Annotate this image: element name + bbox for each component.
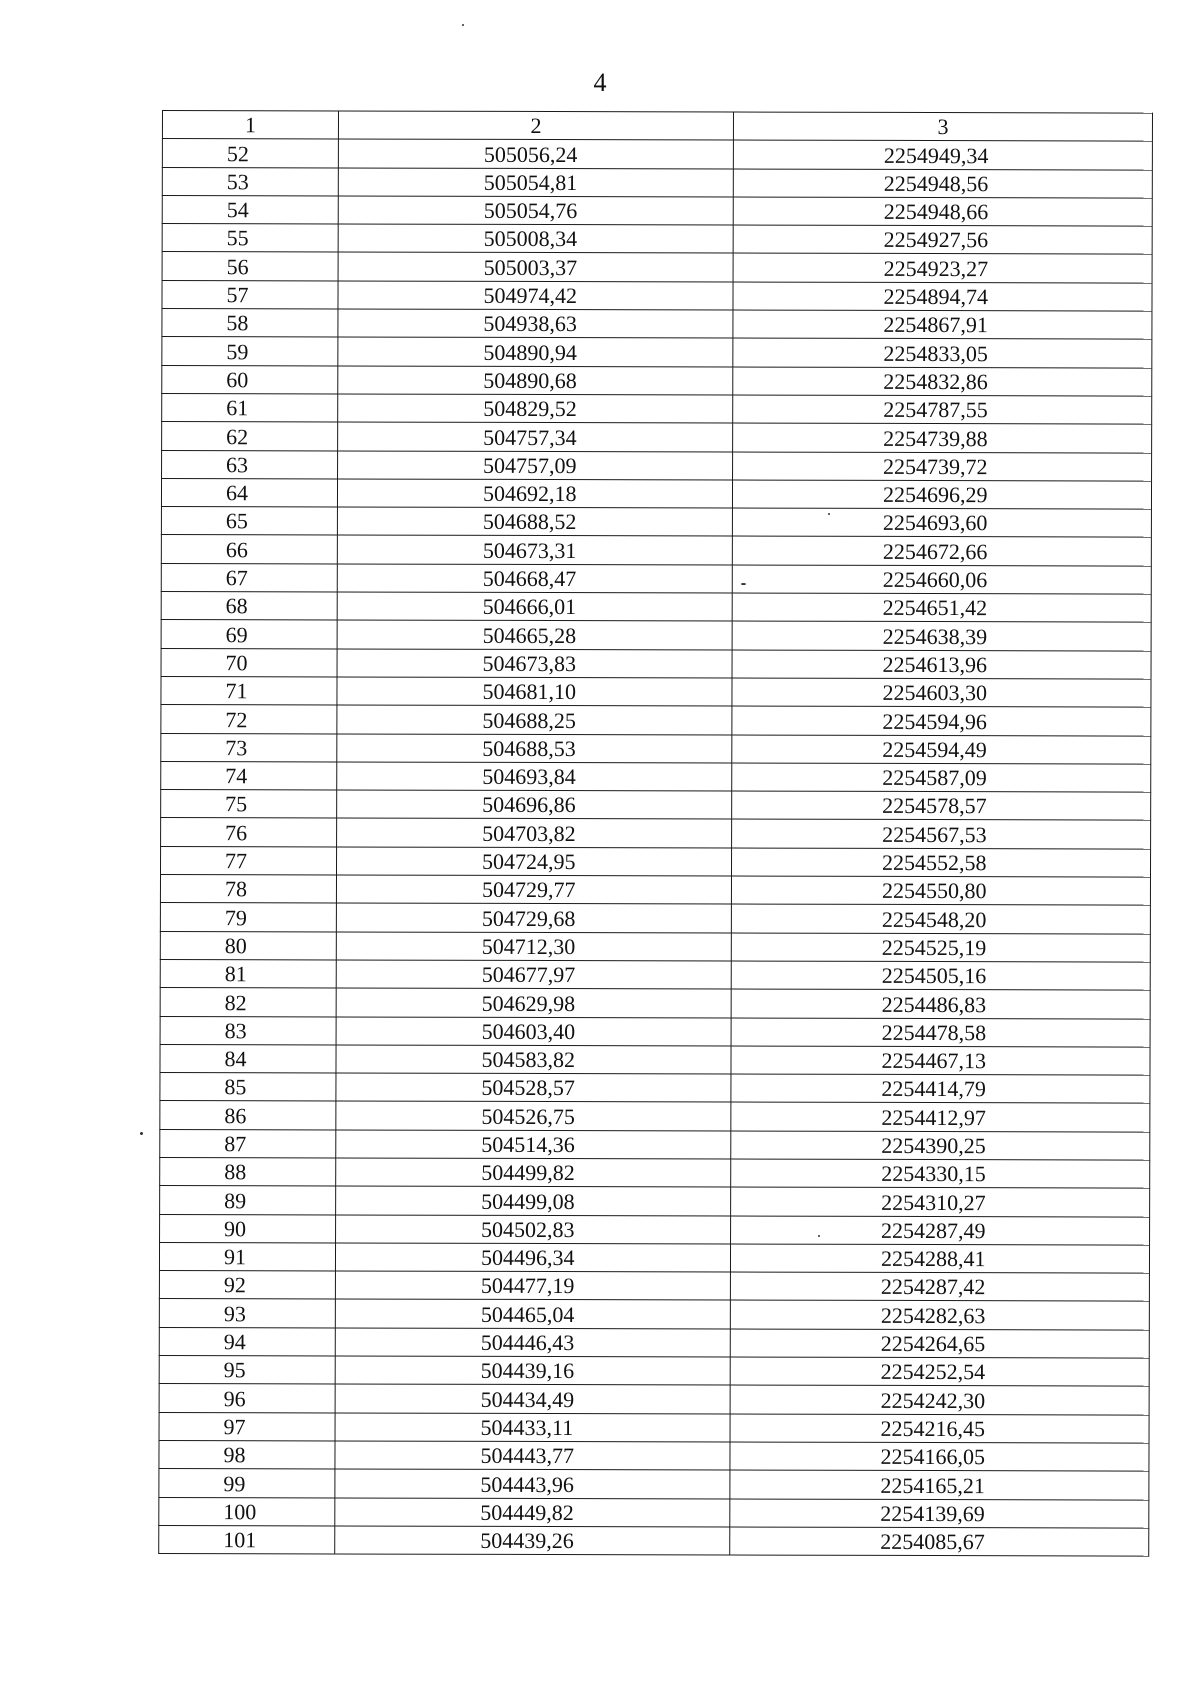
y-coordinate-cell: 2254949,34	[733, 140, 1152, 169]
point-number-cell: 58	[162, 309, 338, 338]
y-coordinate-cell: 2254638,39	[732, 621, 1151, 650]
point-number-cell: 61	[162, 393, 338, 422]
y-coordinate-cell: 2254467,13	[731, 1046, 1150, 1075]
point-number-cell: 76	[161, 818, 337, 847]
table-row	[160, 1157, 1150, 1188]
y-coordinate-cell: 2254548,20	[731, 904, 1150, 933]
point-number-cell: 64	[161, 478, 337, 507]
point-number-cell: 89	[160, 1186, 336, 1215]
table-row	[159, 1271, 1149, 1302]
table-row	[159, 1525, 1149, 1556]
table-row	[161, 648, 1151, 679]
scan-speck	[741, 583, 746, 585]
table-row	[161, 563, 1151, 594]
x-coordinate-cell: 504528,57	[336, 1073, 731, 1102]
table-row	[161, 535, 1151, 566]
x-coordinate-cell: 504681,10	[337, 677, 732, 706]
point-number-cell: 72	[161, 705, 337, 734]
table-row	[161, 478, 1151, 509]
point-number-cell: 71	[161, 676, 337, 705]
y-coordinate-cell: 2254739,88	[733, 423, 1152, 452]
point-number-cell: 63	[162, 450, 338, 479]
x-coordinate-cell: 504757,34	[338, 422, 733, 451]
x-coordinate-cell: 504829,52	[338, 394, 733, 423]
page-number: 4	[593, 68, 607, 97]
table-row	[159, 1440, 1149, 1471]
table-row	[162, 252, 1152, 283]
table-row	[160, 846, 1150, 877]
y-coordinate-cell: 2254166,05	[730, 1442, 1149, 1471]
y-coordinate-cell: 2254478,58	[731, 1017, 1150, 1046]
point-number-cell: 95	[159, 1356, 335, 1385]
y-coordinate-cell: 2254867,91	[733, 310, 1152, 339]
x-coordinate-cell: 504693,84	[337, 762, 732, 791]
point-number-cell: 59	[162, 337, 338, 366]
x-coordinate-cell: 504673,31	[337, 535, 732, 564]
x-coordinate-cell: 504974,42	[338, 281, 733, 310]
x-coordinate-cell: 504514,36	[336, 1130, 731, 1159]
point-number-cell: 73	[161, 733, 337, 762]
table-row	[159, 1469, 1149, 1500]
y-coordinate-cell: 2254139,69	[730, 1499, 1149, 1528]
x-coordinate-cell: 504677,97	[336, 960, 731, 989]
y-coordinate-cell: 2254948,66	[733, 197, 1152, 226]
x-coordinate-cell: 504665,28	[337, 620, 732, 649]
x-coordinate-cell: 504477,19	[335, 1271, 730, 1300]
point-number-cell: 99	[159, 1469, 335, 1498]
x-coordinate-cell: 504499,82	[336, 1158, 731, 1187]
y-coordinate-cell: 2254252,54	[730, 1357, 1149, 1386]
y-coordinate-cell: 2254832,86	[733, 367, 1152, 396]
y-coordinate-cell: 2254390,25	[731, 1131, 1150, 1160]
y-coordinate-cell: 2254594,96	[732, 706, 1151, 735]
x-coordinate-cell: 504688,53	[337, 733, 732, 762]
table-row	[162, 139, 1152, 170]
y-coordinate-cell: 2254550,80	[731, 876, 1150, 905]
table-row	[162, 422, 1152, 453]
table-row	[160, 1073, 1150, 1104]
table-row	[162, 280, 1152, 311]
table-row	[159, 1242, 1149, 1273]
y-coordinate-cell: 2254287,42	[730, 1272, 1149, 1301]
coordinates-table	[158, 110, 1153, 1557]
table-row	[161, 790, 1151, 821]
point-number-cell: 54	[162, 195, 338, 224]
y-coordinate-cell: 2254414,79	[731, 1074, 1150, 1103]
y-coordinate-cell: 2254739,72	[733, 452, 1152, 481]
point-number-cell: 67	[161, 563, 337, 592]
scan-speck	[140, 1132, 143, 1135]
y-coordinate-cell: 2254412,97	[731, 1102, 1150, 1131]
header-cell-x-coordinate: 2	[338, 111, 733, 140]
x-coordinate-cell: 504443,96	[335, 1469, 730, 1498]
table-row	[161, 705, 1151, 736]
table-row	[159, 1412, 1149, 1443]
table-row	[160, 931, 1150, 962]
table-row	[161, 620, 1151, 651]
point-number-cell: 56	[162, 252, 338, 281]
x-coordinate-cell: 505054,81	[338, 168, 733, 197]
table-row	[162, 167, 1152, 198]
point-number-cell: 75	[161, 790, 337, 819]
point-number-cell: 91	[159, 1242, 335, 1271]
y-coordinate-cell: 2254594,49	[732, 735, 1151, 764]
point-number-cell: 62	[162, 422, 338, 451]
x-coordinate-cell: 504696,86	[337, 790, 732, 819]
y-coordinate-cell: 2254833,05	[733, 338, 1152, 367]
header-cell-y-coordinate: 3	[733, 112, 1152, 141]
table-row	[159, 1327, 1149, 1358]
y-coordinate-cell: 2254216,45	[730, 1414, 1149, 1443]
table-row	[160, 988, 1150, 1019]
point-number-cell: 86	[160, 1101, 336, 1130]
table-row	[159, 1384, 1149, 1415]
x-coordinate-cell: 504668,47	[337, 564, 732, 593]
point-number-cell: 68	[161, 592, 337, 621]
y-coordinate-cell: 2254287,49	[731, 1216, 1150, 1245]
table-row	[162, 195, 1152, 226]
table-row	[162, 393, 1152, 424]
point-number-cell: 66	[161, 535, 337, 564]
y-coordinate-cell: 2254330,15	[731, 1159, 1150, 1188]
point-number-cell: 85	[160, 1073, 336, 1102]
point-number-cell: 55	[162, 224, 338, 253]
x-coordinate-cell: 505056,24	[338, 139, 733, 168]
point-number-cell: 53	[162, 167, 338, 196]
y-coordinate-cell: 2254578,57	[732, 791, 1151, 820]
y-coordinate-cell: 2254613,96	[732, 650, 1151, 679]
point-number-cell: 65	[161, 507, 337, 536]
y-coordinate-cell: 2254085,67	[730, 1527, 1149, 1556]
point-number-cell: 92	[159, 1271, 335, 1300]
point-number-cell: 96	[159, 1384, 335, 1413]
x-coordinate-cell: 504673,83	[337, 649, 732, 678]
x-coordinate-cell: 505054,76	[338, 196, 733, 225]
x-coordinate-cell: 504890,68	[338, 366, 733, 395]
table-row	[162, 309, 1152, 340]
x-coordinate-cell: 505003,37	[338, 252, 733, 281]
x-coordinate-cell: 504729,77	[336, 875, 731, 904]
y-coordinate-cell: 2254486,83	[731, 989, 1150, 1018]
point-number-cell: 84	[160, 1044, 336, 1073]
x-coordinate-cell: 504692,18	[337, 479, 732, 508]
point-number-cell: 52	[162, 139, 338, 168]
table-row	[162, 224, 1152, 255]
header-cell-point-number: 1	[162, 111, 338, 140]
x-coordinate-cell: 505008,34	[338, 224, 733, 253]
point-number-cell: 82	[160, 988, 336, 1017]
point-number-cell: 88	[160, 1157, 336, 1186]
x-coordinate-cell: 504583,82	[336, 1045, 731, 1074]
table-row	[161, 761, 1151, 792]
scan-speck	[828, 513, 830, 515]
point-number-cell: 94	[159, 1327, 335, 1356]
table-row	[159, 1497, 1149, 1528]
point-number-cell: 81	[160, 959, 336, 988]
x-coordinate-cell: 504499,08	[336, 1186, 731, 1215]
y-coordinate-cell: 2254310,27	[731, 1187, 1150, 1216]
x-coordinate-cell: 504890,94	[338, 337, 733, 366]
x-coordinate-cell: 504629,98	[336, 988, 731, 1017]
x-coordinate-cell: 504688,25	[337, 705, 732, 734]
table-row	[161, 733, 1151, 764]
x-coordinate-cell: 504757,09	[338, 451, 733, 480]
point-number-cell: 78	[160, 875, 336, 904]
x-coordinate-cell: 504439,26	[335, 1526, 730, 1555]
x-coordinate-cell: 504724,95	[336, 847, 731, 876]
table-header-row	[162, 111, 1152, 142]
table-row	[160, 1101, 1150, 1132]
point-number-cell: 90	[160, 1214, 336, 1243]
table-row	[161, 592, 1151, 623]
y-coordinate-cell: 2254282,63	[730, 1300, 1149, 1329]
point-number-cell: 69	[161, 620, 337, 649]
y-coordinate-cell: 2254505,16	[731, 961, 1150, 990]
y-coordinate-cell: 2254651,42	[732, 593, 1151, 622]
x-coordinate-cell: 504465,04	[335, 1299, 730, 1328]
table-row	[160, 1186, 1150, 1217]
x-coordinate-cell: 504603,40	[336, 1016, 731, 1045]
x-coordinate-cell: 504446,43	[335, 1328, 730, 1357]
x-coordinate-cell: 504443,77	[335, 1441, 730, 1470]
y-coordinate-cell: 2254923,27	[733, 253, 1152, 282]
table-row	[160, 959, 1150, 990]
x-coordinate-cell: 504433,11	[335, 1413, 730, 1442]
x-coordinate-cell: 504729,68	[336, 903, 731, 932]
point-number-cell: 77	[160, 846, 336, 875]
point-number-cell: 74	[161, 761, 337, 790]
y-coordinate-cell: 2254894,74	[733, 282, 1152, 311]
table-row	[160, 1129, 1150, 1160]
point-number-cell: 100	[159, 1497, 335, 1526]
table-row	[162, 365, 1152, 396]
x-coordinate-cell: 504712,30	[336, 932, 731, 961]
table-row	[159, 1299, 1149, 1330]
x-coordinate-cell: 504688,52	[337, 507, 732, 536]
table-row	[161, 818, 1151, 849]
y-coordinate-cell: 2254587,09	[732, 763, 1151, 792]
table-row	[160, 1016, 1150, 1047]
y-coordinate-cell: 2254567,53	[732, 819, 1151, 848]
y-coordinate-cell: 2254696,29	[732, 480, 1151, 509]
table-row	[160, 875, 1150, 906]
point-number-cell: 79	[160, 903, 336, 932]
point-number-cell: 93	[159, 1299, 335, 1328]
table-body	[159, 111, 1153, 1557]
y-coordinate-cell: 2254603,30	[732, 678, 1151, 707]
point-number-cell: 60	[162, 365, 338, 394]
y-coordinate-cell: 2254672,66	[732, 536, 1151, 565]
table-row	[160, 1214, 1150, 1245]
y-coordinate-cell: 2254552,58	[731, 848, 1150, 877]
table-row	[160, 1044, 1150, 1075]
table-row	[162, 337, 1152, 368]
point-number-cell: 83	[160, 1016, 336, 1045]
y-coordinate-cell: 2254288,41	[730, 1244, 1149, 1273]
table-row	[161, 676, 1151, 707]
y-coordinate-cell: 2254927,56	[733, 225, 1152, 254]
table-row	[160, 903, 1150, 934]
point-number-cell: 80	[160, 931, 336, 960]
point-number-cell: 57	[162, 280, 338, 309]
point-number-cell: 101	[159, 1525, 335, 1554]
y-coordinate-cell: 2254948,56	[733, 169, 1152, 198]
scan-speck	[462, 24, 464, 26]
x-coordinate-cell: 504502,83	[336, 1215, 731, 1244]
y-coordinate-cell: 2254525,19	[731, 933, 1150, 962]
point-number-cell: 97	[159, 1412, 335, 1441]
x-coordinate-cell: 504434,49	[335, 1384, 730, 1413]
point-number-cell: 98	[159, 1440, 335, 1469]
x-coordinate-cell: 504703,82	[337, 818, 732, 847]
scan-speck	[818, 1235, 820, 1237]
x-coordinate-cell: 504449,82	[335, 1498, 730, 1527]
x-coordinate-cell: 504666,01	[337, 592, 732, 621]
table-row	[162, 450, 1152, 481]
y-coordinate-cell: 2254242,30	[730, 1385, 1149, 1414]
y-coordinate-cell: 2254165,21	[730, 1470, 1149, 1499]
y-coordinate-cell: 2254787,55	[733, 395, 1152, 424]
x-coordinate-cell: 504938,63	[338, 309, 733, 338]
x-coordinate-cell: 504439,16	[335, 1356, 730, 1385]
y-coordinate-cell: 2254693,60	[732, 508, 1151, 537]
x-coordinate-cell: 504496,34	[335, 1243, 730, 1272]
y-coordinate-cell: 2254660,06	[732, 565, 1151, 594]
x-coordinate-cell: 504526,75	[336, 1101, 731, 1130]
y-coordinate-cell: 2254264,65	[730, 1329, 1149, 1358]
table-row	[161, 507, 1151, 538]
point-number-cell: 87	[160, 1129, 336, 1158]
table-row	[159, 1356, 1149, 1387]
point-number-cell: 70	[161, 648, 337, 677]
